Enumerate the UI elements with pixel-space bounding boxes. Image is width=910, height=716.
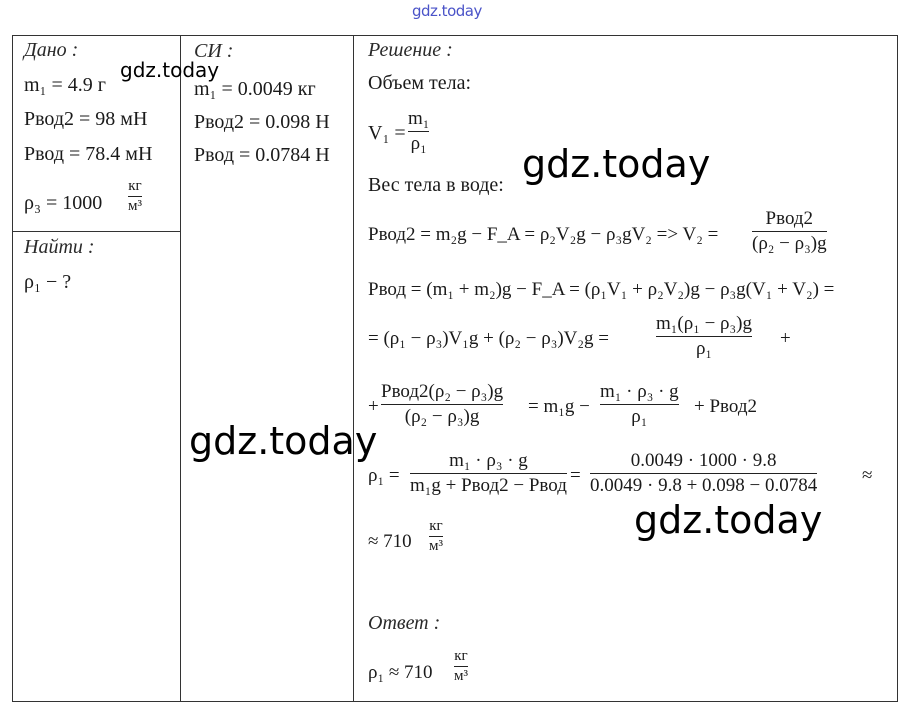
fraction-bar <box>381 404 503 405</box>
unit-denominator: м³ <box>454 668 468 684</box>
fraction-numerator: 0.0049 · 1000 · 9.8 <box>630 450 777 471</box>
volume-formula-left: V₁ = <box>368 122 406 144</box>
solution-header: Решение : <box>368 39 453 61</box>
watermark-large-1: gdz.today <box>522 142 711 186</box>
equation-5-fraction-1 <box>410 450 567 497</box>
equation-2: Pвод = (m₁ + m₂)g − F_A = (ρ₁V₁ + ρ₂V₂)g − ρ₃g(V₁ + V₂) = <box>368 279 835 300</box>
unit-numerator: кг <box>429 518 443 534</box>
equation-5-fraction-2 <box>590 450 817 497</box>
equation-4-right: + Pвод2 <box>694 396 757 417</box>
equation-3-left: = (ρ₁ − ρ₃)V₁g + (ρ₂ − ρ₃)V₂g = <box>368 328 609 349</box>
given-mass: m₁ = 4.9 г <box>24 74 107 96</box>
equation-5-approx: ≈ <box>862 465 873 486</box>
fraction-denominator: ρ₁ <box>695 338 713 359</box>
fraction-bar <box>454 666 468 667</box>
equation-3-plus: + <box>780 328 791 349</box>
si-weight-2: Pвод2 = 0.098 Н <box>194 111 330 133</box>
equation-4-mid: = m₁g − <box>528 396 590 417</box>
fraction-bar <box>128 196 142 197</box>
column-divider-1 <box>180 35 181 701</box>
weight-heading: Вес тела в воде: <box>368 174 504 196</box>
fraction-numerator: m₁(ρ₁ − ρ₃)g <box>656 313 752 334</box>
result-unit <box>429 518 443 555</box>
equation-1-left: Pвод2 = m₂g − F_A = ρ₂V₂g − ρ₃gV₂ => V₂ = <box>368 224 719 245</box>
equation-5-left: ρ₁ = <box>368 465 400 486</box>
fraction-denominator: 0.0049 · 9.8 + 0.098 − 0.0784 <box>590 475 818 496</box>
fraction-bar <box>656 336 752 337</box>
result-value: ≈ 710 <box>368 531 412 552</box>
fraction-denominator: m₁g + Pвод2 − Pвод <box>410 475 567 496</box>
fraction-bar <box>410 473 567 474</box>
si-header: СИ : <box>194 40 234 62</box>
fraction-numerator: Pвод2 <box>765 208 814 229</box>
given-density-unit <box>128 178 142 215</box>
si-weight-water: Pвод = 0.0784 Н <box>194 144 330 166</box>
fraction-bar <box>590 473 817 474</box>
given-weight-water: Pвод = 78.4 мН <box>24 143 153 165</box>
fraction-bar <box>752 231 827 232</box>
fraction-bar <box>600 404 679 405</box>
watermark-small: gdz.today <box>120 58 220 82</box>
si-mass: m₁ = 0.0049 кг <box>194 78 316 100</box>
answer-unit <box>454 648 468 685</box>
given-density-water: ρ₃ = 1000 <box>24 192 103 214</box>
table-right-border <box>897 35 898 701</box>
given-find-divider <box>12 231 180 232</box>
unit-denominator: м³ <box>128 198 142 214</box>
volume-fraction <box>408 108 429 155</box>
watermark-large-2: gdz.today <box>189 419 378 463</box>
column-divider-2 <box>353 35 354 701</box>
given-header: Дано : <box>24 39 79 61</box>
fraction-numerator: m₁ <box>408 108 430 129</box>
unit-numerator: кг <box>454 648 468 664</box>
equation-4-plus: + <box>368 396 379 417</box>
equation-4-fraction-1 <box>381 381 503 428</box>
fraction-numerator: m₁ · ρ₃ · g <box>600 381 679 402</box>
fraction-numerator: m₁ · ρ₃ · g <box>449 450 528 471</box>
fraction-denominator: (ρ₂ − ρ₃)g <box>752 233 827 254</box>
equation-4-fraction-2 <box>600 381 679 428</box>
fraction-denominator: ρ₁ <box>410 133 427 154</box>
answer-header: Ответ : <box>368 612 441 634</box>
watermark-large-3: gdz.today <box>634 498 823 542</box>
fraction-numerator: Pвод2(ρ₂ − ρ₃)g <box>381 381 504 402</box>
equation-1-fraction <box>752 208 827 255</box>
fraction-denominator: ρ₁ <box>631 406 648 427</box>
given-weight-2: Pвод2 = 98 мН <box>24 108 148 130</box>
equation-5-equals: = <box>570 465 581 486</box>
answer-value: ρ₁ ≈ 710 <box>368 662 433 683</box>
fraction-bar <box>408 131 429 132</box>
table-top-border <box>12 35 898 36</box>
fraction-denominator: (ρ₂ − ρ₃)g <box>404 406 480 427</box>
table-left-border <box>12 35 13 701</box>
top-watermark: gdz.today <box>412 2 482 20</box>
find-header: Найти : <box>24 236 95 258</box>
table-bottom-border <box>12 701 898 702</box>
volume-heading: Объем тела: <box>368 72 472 94</box>
equation-3-fraction <box>656 313 752 360</box>
unit-numerator: кг <box>128 178 142 194</box>
unit-denominator: м³ <box>429 538 443 554</box>
find-target: ρ₁ − ? <box>24 271 72 293</box>
fraction-bar <box>429 536 443 537</box>
